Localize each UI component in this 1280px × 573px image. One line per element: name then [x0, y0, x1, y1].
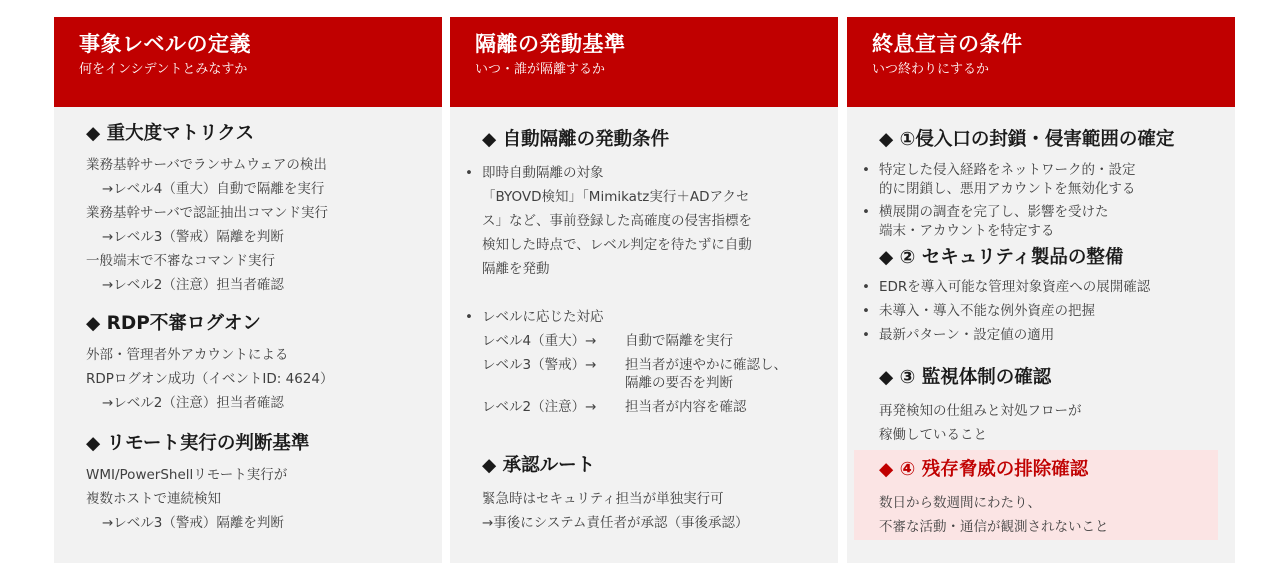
text-line: 一般端末で不審なコマンド実行 [86, 253, 275, 269]
text-line: →レベル3（警戒）隔離を判断 [102, 515, 284, 531]
column-title: 隔離の発動基準 [475, 32, 626, 56]
text-line: 緊急時はセキュリティ担当が単独実行可 [482, 491, 724, 507]
bullet-text: 未導入・導入不能な例外資産の把握 [879, 303, 1095, 319]
column-isolation-criteria [450, 17, 838, 563]
section-heading: ◆ 承認ルート [482, 455, 596, 476]
level-key: レベル4（重大）→ [482, 333, 597, 349]
section-heading: ◆ ①侵入口の封鎖・侵害範囲の確定 [879, 129, 1175, 150]
level-row [482, 374, 787, 392]
text-line: 業務基幹サーバで認証抽出コマンド実行 [86, 205, 329, 221]
level-value: 隔離の要否を判断 [625, 375, 733, 391]
column-title: 事象レベルの定義 [79, 32, 251, 56]
text-line: →レベル3（警戒）隔離を判断 [102, 229, 284, 245]
section-body [86, 153, 328, 297]
column-closure-conditions [847, 17, 1235, 563]
level-row [482, 398, 787, 416]
text-line: 複数ホストで連続検知 [86, 491, 221, 507]
column-header [847, 17, 1235, 107]
section-body [86, 343, 334, 415]
text-line: 外部・管理者外アカウントによる [86, 347, 289, 363]
text-line: 検知した時点で、レベル判定を待たずに自動 [482, 237, 752, 253]
text-line: →事後にシステム責任者が承認（事後承認） [482, 515, 749, 531]
text-line: RDPログオン成功（イベントID: 4624） [86, 371, 334, 387]
text-line: →レベル4（重大）自動で隔離を実行 [102, 181, 325, 197]
level-row [482, 332, 787, 350]
bullet-item [857, 323, 1150, 347]
level-value: 担当者が内容を確認 [625, 399, 747, 415]
bullet-text: EDRを導入可能な管理対象資産への展開確認 [879, 279, 1151, 295]
bullet-text: • 横展開の調査を完了し、影響を受けた [879, 204, 1109, 220]
section-body [482, 185, 752, 281]
bullet-item [857, 161, 1136, 199]
column-subtitle: いつ終わりにするか [872, 62, 990, 77]
column-title: 終息宣言の条件 [872, 32, 1023, 56]
level-key: レベル2（注意）→ [482, 399, 597, 415]
section-heading: ◆ RDP不審ログオン [86, 313, 261, 334]
section-body [86, 463, 287, 535]
column-header [450, 17, 838, 107]
bullet-text: • 特定した侵入経路をネットワーク的・設定 [879, 162, 1136, 178]
text-line: 稼働していること [879, 427, 987, 443]
section-body [482, 487, 748, 535]
level-key: レベル3（警戒）→ [482, 357, 597, 373]
bullet-text: • レベルに応じた対応 [460, 305, 604, 329]
column-subtitle: 何をインシデントとみなすか [79, 62, 248, 77]
text-line: 業務基幹サーバでランサムウェアの検出 [86, 157, 327, 173]
text-line: 数日から数週間にわたり、 [879, 495, 1041, 511]
bullet-item [482, 161, 604, 185]
section-heading: ◆ 自動隔離の発動条件 [482, 129, 670, 150]
column-header [54, 17, 442, 107]
text-line: 不審な活動・通信が観測されないこと [879, 519, 1109, 535]
bullet-list [857, 161, 1136, 241]
column-subtitle: いつ・誰が隔離するか [475, 62, 606, 77]
section-body [879, 399, 1082, 447]
bullet-item [857, 275, 1150, 299]
text-line: 「BYOVD検知」「Mimikatz実行＋ADアクセ [482, 189, 750, 205]
bullet-text: 端末・アカウントを特定する [879, 223, 1055, 239]
bullet-text: • 即時自動隔離の対象 [460, 161, 604, 185]
text-line: →レベル2（注意）担当者確認 [102, 395, 284, 411]
bullet-text: 的に閉鎖し、悪用アカウントを無効化する [879, 181, 1136, 197]
level-table [482, 332, 787, 416]
bullet-item [857, 299, 1150, 323]
column-incident-levels [54, 17, 442, 563]
level-row [482, 356, 787, 374]
section-heading: ◆ リモート実行の判断基準 [86, 433, 310, 454]
bullet-list [857, 275, 1150, 347]
text-line: →レベル2（注意）担当者確認 [102, 277, 284, 293]
level-value: 担当者が速やかに確認し、 [625, 357, 787, 373]
section-body [879, 491, 1109, 539]
bullet-text: 最新パターン・設定値の適用 [879, 327, 1055, 343]
text-line: WMI/PowerShellリモート実行が [86, 467, 288, 483]
bullet-item [857, 203, 1136, 241]
text-line: 隔離を発動 [482, 261, 550, 277]
section-heading: ◆ ③ 監視体制の確認 [879, 367, 1052, 388]
bullet-item [482, 305, 604, 329]
level-key [482, 374, 625, 392]
section-heading: ◆ 重大度マトリクス [86, 123, 255, 144]
section-heading-highlight: ◆ ④ 残存脅威の排除確認 [879, 459, 1089, 480]
text-line: 再発検知の仕組みと対処フローが [879, 403, 1082, 419]
level-value: 自動で隔離を実行 [625, 333, 733, 349]
section-heading: ◆ ② セキュリティ製品の整備 [879, 247, 1124, 268]
text-line: ス」など、事前登録した高確度の侵害指標を [482, 213, 752, 229]
